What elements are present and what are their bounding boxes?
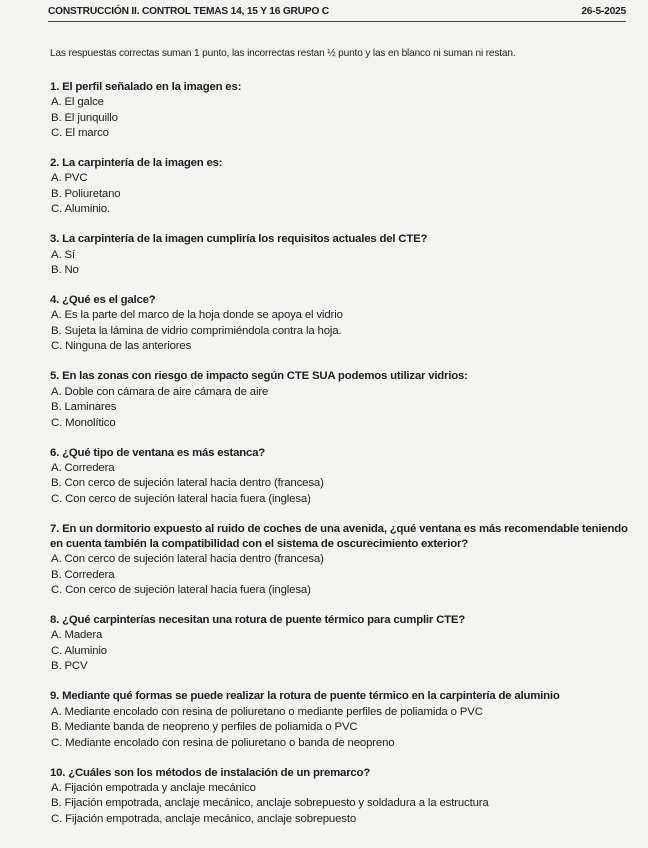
answer-option: B. PCV: [51, 660, 88, 673]
question-6: [50, 446, 628, 508]
exam-date: 26-5-2025: [581, 5, 626, 17]
answer-options: [50, 308, 628, 355]
answer-option: A. Doble con cámara de aire cámara de aire: [51, 385, 269, 398]
answer-options: [50, 628, 628, 675]
answer-option: C. Ninguna de las anteriores: [51, 340, 192, 353]
question-10: [50, 766, 628, 828]
question-text: 3. La carpintería de la imagen cumpliría los requisitos actuales del CTE?: [50, 233, 428, 246]
answer-option: A. El galce: [51, 96, 104, 109]
question-3: [50, 232, 628, 278]
question-text: 4. ¿Qué es el galce?: [50, 294, 156, 307]
exam-instructions: Las respuestas correctas suman 1 punto, las incorrectas restan ½ punto y las en blanco ni suman ni restan.: [50, 48, 516, 59]
answer-option: C. Con cerco de sujeción lateral hacia fuera (inglesa): [51, 492, 311, 505]
page-header: [48, 4, 626, 18]
answer-option: A. Madera: [51, 629, 103, 642]
answer-options: [50, 705, 628, 752]
question-text: 1. El perfil señalado en la imagen es:: [50, 81, 242, 93]
answer-option: A. Corredera: [51, 461, 115, 474]
answer-option: B. Corredera: [51, 568, 115, 581]
answer-option: A. Mediante encolado con resina de poliuretano o mediante perfiles de poliamida o PVC: [51, 705, 483, 718]
answer-options: [50, 552, 628, 599]
answer-option: B. El junquillo: [51, 111, 118, 124]
question-9: [50, 689, 628, 751]
question-5: [50, 369, 628, 431]
answer-options: [50, 781, 628, 828]
answer-option: B. Poliuretano: [51, 187, 121, 200]
question-text: 9. Mediante qué formas se puede realizar la rotura de puente térmico en la carpintería de aluminio: [50, 690, 560, 703]
answer-option: C. Monolítico: [51, 416, 116, 429]
question-text: 10. ¿Cuáles son los métodos de instalación de un premarco?: [50, 766, 371, 779]
answer-options: [50, 171, 628, 218]
answer-option: B. Laminares: [51, 401, 117, 414]
question-text: 2. La carpintería de la imagen es:: [50, 157, 223, 170]
question-list: [50, 80, 628, 842]
question-text: 8. ¿Qué carpinterías necesitan una rotura de puente térmico para cumplir CTE?: [50, 614, 466, 627]
answer-option: A. Sí: [51, 248, 75, 261]
answer-option: C. Aluminio: [51, 644, 107, 657]
answer-option: C. El marco: [51, 127, 109, 140]
answer-option: B. No: [51, 264, 79, 277]
answer-options: [50, 248, 628, 279]
question-8: [50, 613, 628, 675]
exam-title: CONSTRUCCIÓN II. CONTROL TEMAS 14, 15 Y 16 GRUPO C: [48, 5, 329, 17]
question-text: 6. ¿Qué tipo de ventana es más estanca?: [50, 446, 266, 459]
question-text: 7. En un dormitorio expuesto al ruido de coches de una avenida, ¿qué ventana es más recomendable teniendo en cuenta también la compatibilidad con el sistema de oscurecimiento exterior?: [50, 522, 628, 550]
answer-option: A. Con cerco de sujeción lateral hacia dentro (francesa): [51, 553, 324, 566]
answer-option: B. Mediante banda de neopreno y perfiles de poliamida o PVC: [51, 721, 358, 734]
answer-option: B. Con cerco de sujeción lateral hacia dentro (francesa): [51, 477, 324, 490]
question-1: [50, 80, 628, 142]
header-divider: [48, 21, 626, 22]
question-7: [50, 522, 628, 599]
answer-options: [50, 95, 628, 142]
answer-option: B. Sujeta la lámina de vidrio comprimiéndola contra la hoja.: [51, 324, 342, 337]
answer-options: [50, 461, 628, 508]
answer-option: C. Aluminio.: [51, 203, 110, 216]
answer-option: B. Fijación empotrada, anclaje mecánico, anclaje sobrepuesto y soldadura a la estructura: [51, 797, 489, 810]
answer-options: [50, 385, 628, 432]
answer-option: A. PVC: [51, 172, 88, 185]
answer-option: C. Mediante encolado con resina de poliuretano o banda de neopreno: [51, 736, 395, 749]
answer-option: C. Con cerco de sujeción lateral hacia fuera (inglesa): [51, 584, 311, 597]
answer-option: C. Fijación empotrada, anclaje mecánico, anclaje sobrepuesto: [51, 812, 357, 825]
question-4: [50, 293, 628, 355]
answer-option: A. Fijación empotrada y anclaje mecánico: [51, 781, 256, 794]
question-text: 5. En las zonas con riesgo de impacto según CTE SUA podemos utilizar vidrios:: [50, 370, 468, 383]
answer-option: A. Es la parte del marco de la hoja donde se apoya el vidrio: [51, 309, 343, 322]
question-2: [50, 156, 628, 218]
